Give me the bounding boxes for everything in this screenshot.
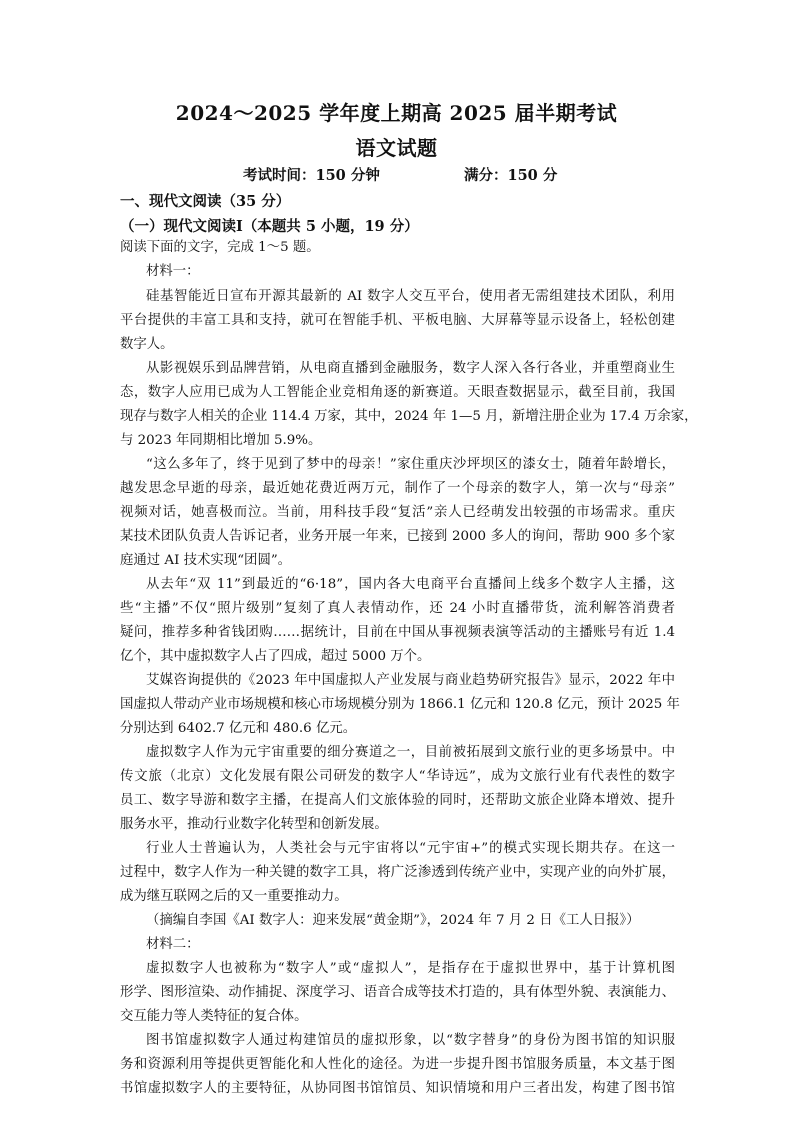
text-line: 亿个，其中虚拟数字人占了四成，超过 5000 万个。 — [120, 649, 431, 664]
text-line: 形学、图形渲染、动作捕捉、深度学习、语音合成等技术打造的，具有体型外貌、表演能力、 — [120, 985, 675, 1000]
exam-title: 2024～2025 学年度上期高 2025 届半期考试 — [175, 101, 618, 125]
text-line: 态，数字人应用已成为人工智能企业竞相角逐的新赛道。天眼查数据显示，截至目前，我国 — [120, 385, 675, 400]
text-line: 成为继互联网之后的又一重要推动力。 — [120, 889, 348, 904]
text-line: 硅基智能近日宣布开源其最新的 AI 数字人交互平台，使用者无需组建技术团队，利用 — [146, 289, 675, 304]
text-line: “这么多年了，终于见到了梦中的母亲！”家住重庆沙坪坝区的漆女士，随着年龄增长， — [146, 457, 675, 472]
text-line: 数字人。 — [120, 337, 174, 352]
subsection-heading: （一）现代文阅读Ⅰ（本题共 5 小题，19 分） — [120, 218, 419, 235]
text-line: 疑问，推荐多种省钱团购……据统计，目前在中国从事视频表演等活动的主播账号有近 1.4 — [120, 625, 675, 640]
text-line: 虚拟数字人作为元宇宙重要的细分赛道之一，目前被拓展到文旅行业的更多场景中。中 — [146, 745, 675, 760]
text-line: 某技术团队负责人告诉记者，业务开展一年来，已接到 2000 多人的询问，帮助 900 多个家 — [120, 529, 675, 544]
exam-time: 考试时间：150 分钟 — [243, 167, 380, 184]
text-line: 传文旅（北京）文化发展有限公司研发的数字人“华诗远”，成为文旅行业有代表性的数字 — [120, 769, 675, 784]
text-line: 行业人士普遍认为，人类社会与元宇宙将以“元宇宙+”的模式实现长期共存。在这一 — [146, 841, 675, 856]
text-line: 分别达到 6402.7 亿元和 480.6 亿元。 — [120, 721, 357, 736]
text-line: 交互能力等人类特征的复合体。 — [120, 1009, 308, 1024]
text-line: 庭通过 AI 技术实现“团圆”。 — [120, 553, 292, 568]
text-line: 服务水平，推动行业数字化转型和创新发展。 — [120, 817, 388, 832]
text-line: 过程中，数字人作为一种关键的数字工具，将广泛渗透到传统产业中，实现产业的向外扩展， — [120, 865, 675, 880]
material-label: 材料一： — [146, 264, 200, 279]
text-line: 书馆虚拟数字人的主要特征，从协同图书馆馆员、知识情境和用户三者出发，构建了图书馆 — [120, 1081, 675, 1096]
text-line: 视频对话，她喜极而泣。当前，用科技手段“复活”亲人已经萌发出较强的市场需求。重庆 — [120, 505, 675, 520]
exam-subtitle: 语文试题 — [355, 136, 438, 160]
reading-instruction: 阅读下面的文字，完成 1～5 题。 — [120, 240, 320, 255]
text-line: 员工、数字导游和数字主播，在提高人们文旅体验的同时，还帮助文旅企业降本增效、提升 — [120, 793, 675, 808]
text-line: 现存与数字人相关的企业 114.4 万家，其中，2024 年 1—5 月，新增注册企业为 17.4 万余家， — [120, 409, 698, 424]
text-line: 图书馆虚拟数字人通过构建馆员的虚拟形象，以“数字替身”的身份为图书馆的知识服 — [146, 1033, 675, 1048]
material-source: （摘编自李国《AI 数字人：迎来发展“黄金期”》，2024 年 7 月 2 日《工人日报》） — [146, 913, 640, 928]
text-line: 平台提供的丰富工具和支持，就可在智能手机、平板电脑、大屏幕等显示设备上，轻松创建 — [120, 313, 675, 328]
text-line: 务和资源利用等提供更智能化和人性化的途径。为进一步提升图书馆服务质量，本文基于图 — [120, 1057, 675, 1072]
full-score: 满分：150 分 — [464, 167, 558, 184]
text-line: 虚拟数字人也被称为“数字人”或“虚拟人”，是指存在于虚拟世界中，基于计算机图 — [146, 961, 675, 976]
text-line: 越发思念早逝的母亲，最近她花费近两万元，制作了一个母亲的数字人，第一次与“母亲” — [120, 481, 675, 496]
text-line: 艾媒咨询提供的《2023 年中国虚拟人产业发展与商业趋势研究报告》显示，2022 年中 — [146, 673, 675, 688]
text-line: 与 2023 年同期相比增加 5.9%。 — [120, 433, 322, 448]
text-line: 国虚拟人带动产业市场规模和核心市场规模分别为 1866.1 亿元和 120.8 亿元，预计 2025 年 — [120, 697, 680, 712]
section-heading: 一、现代文阅读（35 分） — [120, 193, 291, 210]
text-line: 从影视娱乐到品牌营销，从电商直播到金融服务，数字人深入各行各业，并重塑商业生 — [146, 361, 675, 376]
material-label: 材料二： — [146, 937, 200, 952]
text-line: 些“主播”不仅“照片级别”复刻了真人表情动作，还 24 小时直播带货，流利解答消费者 — [120, 601, 675, 616]
text-line: 从去年“双 11”到最近的“6·18”，国内各大电商平台直播间上线多个数字人主播，这 — [146, 577, 675, 592]
